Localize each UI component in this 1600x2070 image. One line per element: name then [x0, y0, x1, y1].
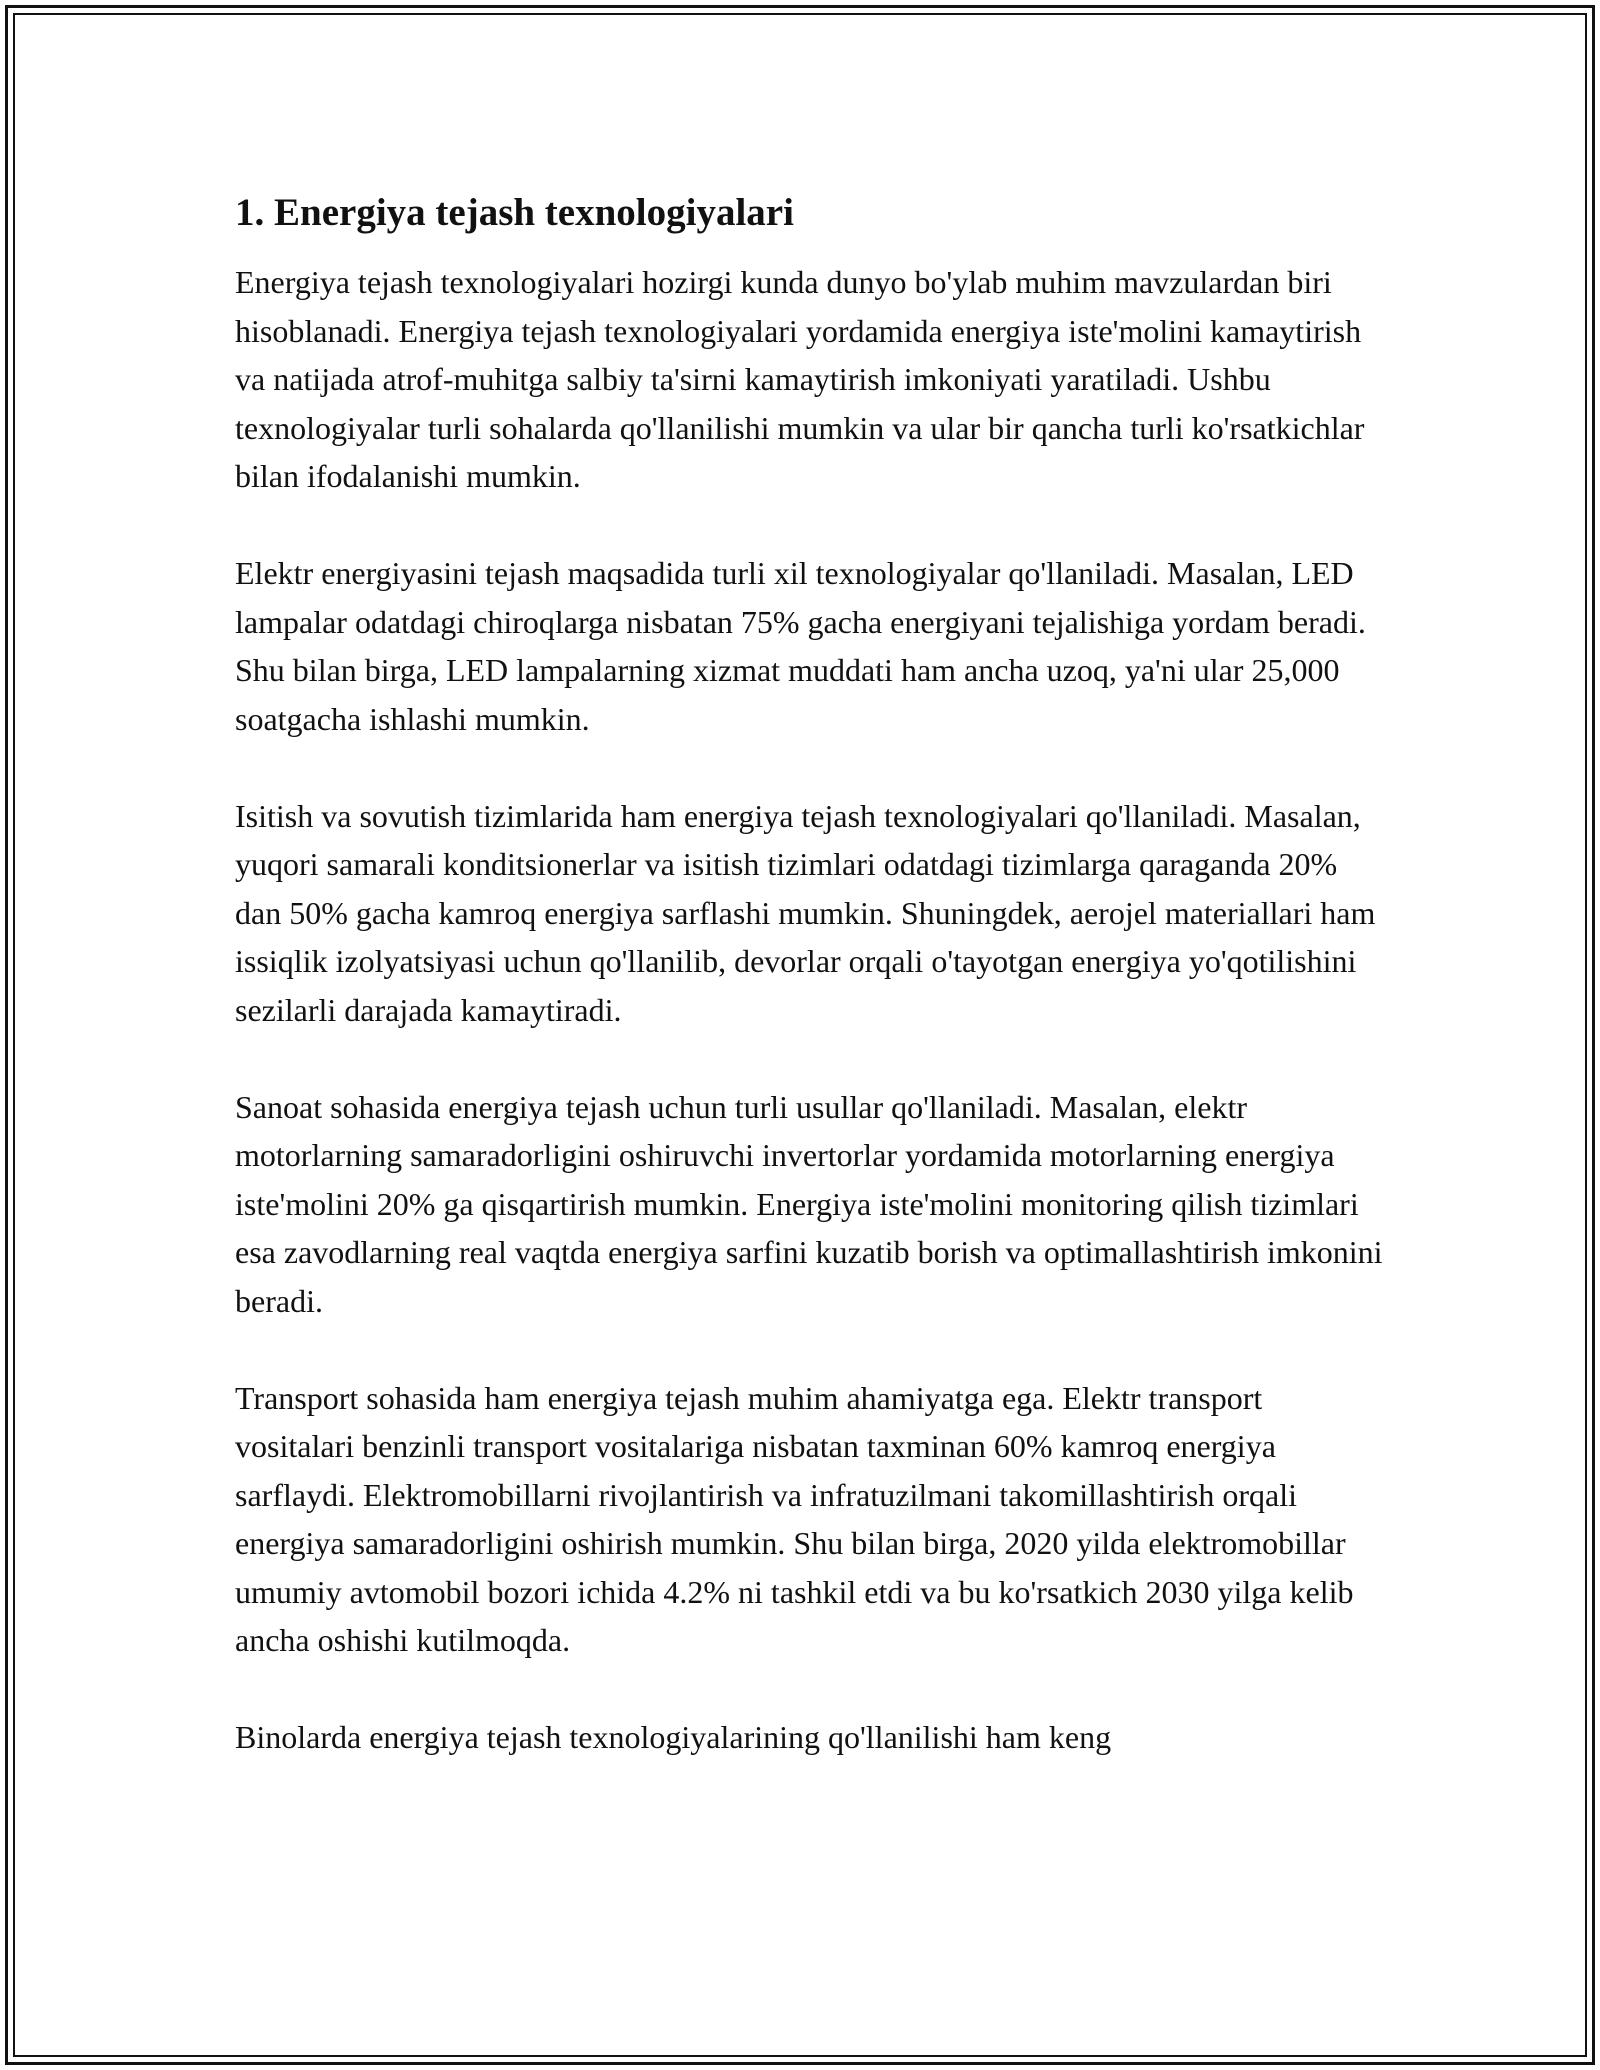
paragraph-buildings: Binolarda energiya tejash texnologiyalarining qo'llanilishi ham keng: [235, 1719, 1112, 1755]
paragraph-intro: Energiya tejash texnologiyalari hozirgi kunda dunyo bo'ylab muhim mavzulardan biri hisoblanadi. Energiya tejash texnologiyalari yordamida energiya iste'molini kamaytirish va natijada atrof-muhitga salbiy ta'sirni kamaytirish imkoniyati yaratiladi. Ushbu texnologiyalar turli sohalarda qo'llanilishi mumkin va ular bir qancha turli ko'rsatkichlar bilan ifodalanishi mumkin.: [235, 264, 1365, 494]
document-body: [235, 188, 1385, 1810]
paragraph-electric-energy: Elektr energiyasini tejash maqsadida turli xil texnologiyalar qo'llaniladi. Masalan, LED lampalar odatdagi chiroqlarga nisbatan 75% gacha energiyani tejalishiga yordam beradi. Shu bilan birga, LED lampalarning xizmat muddati ham ancha uzoq, ya'ni ular 25,000 soatgacha ishlashi mumkin.: [235, 555, 1366, 737]
section-heading: 1. Energiya tejash texnologiyalari: [235, 191, 794, 234]
paragraph-transport: Transport sohasida ham energiya tejash muhim ahamiyatga ega. Elektr transport vositalari benzinli transport vositalariga nisbatan taxminan 60% kamroq energiya sarflaydi. Elektromobillarni rivojlantirish va infratuzilmani takomillashtirish orqali energiya samaradorligini oshirish mumkin. Shu bilan birga, 2020 yilda elektromobillar umumiy avtomobil bozori ichida 4.2% ni tashkil etdi va bu ko'rsatkich 2030 yilga kelib ancha oshishi kutilmoqda.: [235, 1379, 1354, 1658]
paragraph-heating-cooling: Isitish va sovutish tizimlarida ham energiya tejash texnologiyalari qo'llaniladi. Masalan, yuqori samarali konditsionerlar va isitish tizimlari odatdagi tizimlarga qaraganda 20% dan 50% gacha kamroq energiya sarflashi mumkin. Shuningdek, aerojel materiallari ham issiqlik izolyatsiyasi uchun qo'llanilib, devorlar orqali o'tayotgan energiya yo'qotilishini sezilarli darajada kamaytiradi.: [235, 797, 1376, 1028]
paragraph-industry: Sanoat sohasida energiya tejash uchun turli usullar qo'llaniladi. Masalan, elektr motorlarning samaradorligini oshiruvchi invertorlar yordamida motorlarning energiya iste'molini 20% ga qisqartirish mumkin. Energiya iste'molini monitoring qilish tizimlari esa zavodlarning real vaqtda energiya sarfini kuzatib borish va optimallashtirish imkonini beradi.: [235, 1088, 1383, 1319]
